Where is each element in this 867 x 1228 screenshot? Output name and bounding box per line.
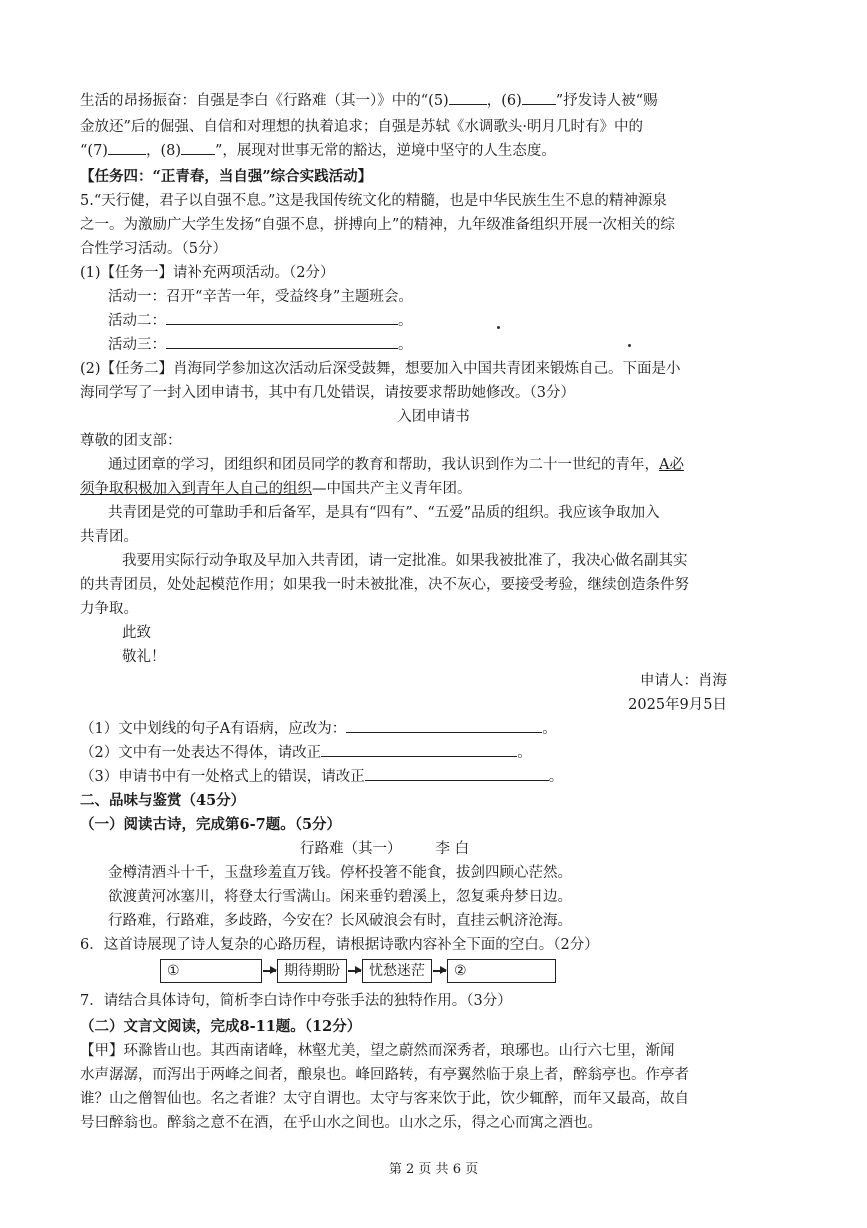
letter-p3: 我要用实际行动争取及早加入共青团，请一定批准。如果我被批准了，我决心做名副其实 (122, 553, 688, 569)
letter-greeting: 尊敬的团支部： (80, 433, 182, 449)
arrow-icon (433, 970, 446, 972)
letter-p3-cont: 的共青团员，处处起模范作用；如果我一时未被批准，决不灰心，要接受考验，继续创造条件努 (80, 577, 689, 593)
subquestion-2: (2)【任务二】肖海同学参加这次活动后深受鼓舞，想要加入中国共青团来锻炼自己。下面是小 (80, 361, 681, 377)
flow-box-1[interactable]: ① (160, 959, 262, 983)
subquestion-2-cont: 海同学写了一封入团申请书，其中有几处错误，请按要求帮助她修改。（3分） (80, 385, 575, 401)
question-5-cont: 之一。为激励广大学生发扬“自强不息，拼搏向上”的精神，九年级准备组织开展一次相关的综 (80, 217, 675, 233)
answer-blank-1[interactable] (346, 718, 542, 733)
blank-8[interactable] (181, 140, 215, 155)
arrow-icon (263, 970, 276, 972)
underlined-sentence-a: A必 (659, 457, 684, 473)
letter-p1-cont: 须争取积极加入到青年人自己的组织—中国共产主义青年团。 (80, 481, 472, 497)
classical-text-line: 【甲】环滁皆山也。其西南诸峰，林壑尤美，望之蔚然而深秀者，琅琊也。山行六七里，渐闻 (80, 1043, 675, 1059)
answer-blank-3[interactable] (365, 766, 549, 781)
section-2-sub1: （一）阅读古诗，完成第6-7题。（5分） (80, 816, 342, 833)
poem-header (300, 838, 600, 860)
letter-signature: 申请人：肖海 (640, 673, 727, 689)
activity-2: 活动二： 。 (108, 310, 848, 332)
letter-question-2: （2）文中有一处表达不得体，请改正 。 (80, 742, 820, 764)
answer-blank-2[interactable] (321, 742, 517, 757)
letter-question-3: （3）申请书中有一处格式上的错误，请改正 。 (80, 766, 820, 788)
letter-closing-1: 此致 (122, 625, 151, 641)
text-line: 金放还”后的倔强、自信和对理想的执着追求；自强是苏轼《水调歌头·明月几时有》中的 (80, 119, 644, 135)
classical-text-line: 号曰醉翁也。醉翁之意不在酒，在乎山水之间也。山水之乐，得之心而寓之酒也。 (80, 1115, 602, 1131)
letter-title: 入团申请书 (397, 409, 470, 425)
letter-question-1: （1）文中划线的句子A有语病，应改为： 。 (80, 718, 820, 740)
scan-speck (628, 344, 631, 347)
blank-5[interactable] (449, 90, 487, 105)
section-2-sub2: （二）文言文阅读，完成8-11题。（12分） (80, 1018, 362, 1035)
poem-line-2: 欲渡黄河冰塞川，将登太行雪满山。闲来垂钓碧溪上，忽复乘舟梦日边。 (108, 889, 572, 905)
text-line: 生活的昂扬振奋：自强是李白《行路难（其一）》中的“(5) ，(6) ”抒发诗人被“赐 (80, 90, 820, 112)
subquestion-1: (1)【任务一】请补充两项活动。（2分） (80, 265, 335, 281)
activity-2-blank[interactable] (166, 310, 398, 325)
activity-1: 活动一：召开“辛苦一年，受益终身”主题班会。 (108, 289, 413, 305)
activity-3-blank[interactable] (166, 334, 398, 349)
poem-author: 李 白 (435, 841, 470, 857)
question-7: 7．请结合具体诗句，简析李白诗作中夸张手法的独特作用。（3分） (80, 993, 512, 1009)
question-6: 6．这首诗展现了诗人复杂的心路历程，请根据诗歌内容补全下面的空白。（2分） (80, 937, 599, 953)
arrow-icon (348, 970, 361, 972)
letter-p2-cont: 共青团。 (80, 529, 138, 545)
question-5: 5.“天行健，君子以自强不息。”这是我国传统文化的精髓，也是中华民族生生不息的精神源泉 (80, 193, 667, 209)
blank-7[interactable] (108, 140, 146, 155)
task4-heading: 【任务四：“正青春，当自强”综合实践活动】 (80, 168, 373, 185)
classical-text-line: 水声潺潺，而泻出于两峰之间者，酿泉也。峰回路转，有亭翼然临于泉上者，醉翁亭也。作亭者 (80, 1067, 689, 1083)
letter-date: 2025年9月5日 (628, 697, 727, 713)
scan-speck (497, 326, 500, 329)
classical-text-line: 谁？山之僧智仙也。名之者谁？太守自谓也。太守与客来饮于此，饮少辄醉，而年又最高，故自 (80, 1091, 689, 1107)
text-line: “(7) ，(8) ”，展现对世事无常的豁达，逆境中坚守的人生态度。 (80, 140, 820, 162)
activity-3: 活动三： 。 (108, 334, 848, 356)
letter-p1: 通过团章的学习，团组织和团员同学的教育和帮助，我认识到作为二十一世纪的青年，A必 (108, 457, 684, 473)
letter-p2: 共青团是党的可靠助手和后备军，是具有“四有”、“五爱”品质的组织。我应该争取加入 (108, 505, 660, 521)
letter-closing-2: 敬礼！ (122, 649, 166, 665)
page-footer: 第 2 页 共 6 页 (388, 1162, 479, 1177)
flow-box-4[interactable]: ② (447, 959, 556, 983)
blank-6[interactable] (522, 90, 556, 105)
flow-box-3: 忧愁迷茫 (362, 959, 432, 983)
question-5-cont: 合性学习活动。（5分） (80, 241, 227, 257)
poem-title: 行路难（其一） (300, 841, 402, 857)
poem-line-1: 金樽清酒斗十千，玉盘珍羞直万钱。停杯投箸不能食，拔剑四顾心茫然。 (108, 865, 572, 881)
poem-line-3: 行路难，行路难，多歧路，今安在？长风破浪会有时，直挂云帆济沧海。 (108, 913, 572, 929)
underlined-sentence-a-cont: 须争取积极加入到青年人自己的组织 (80, 481, 312, 497)
letter-p3-cont: 力争取。 (80, 601, 138, 617)
section-2-heading: 二、品味与鉴赏（45分） (80, 792, 246, 809)
flow-box-2: 期待期盼 (277, 959, 347, 983)
